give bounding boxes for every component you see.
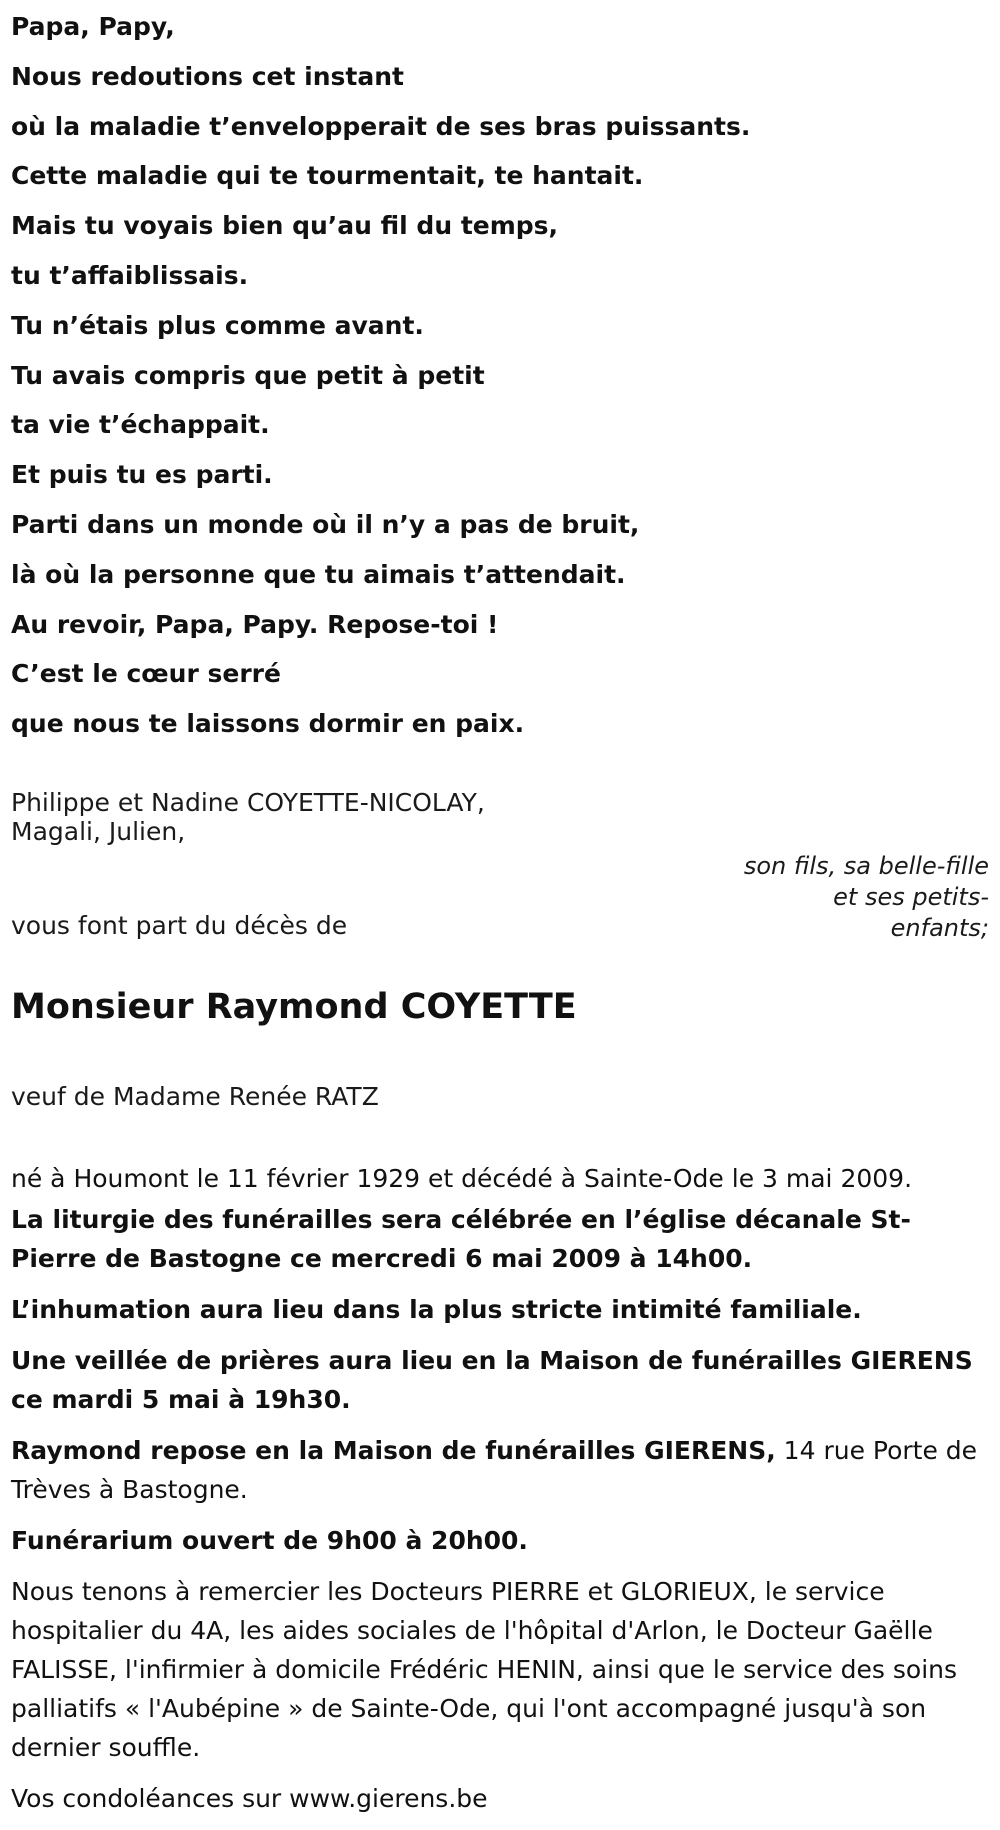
poem-line: Et puis tu es parti. — [11, 460, 273, 490]
poem-line: tu t’affaiblissais. — [11, 260, 249, 290]
deceased-name: Monsieur Raymond COYETTE — [11, 987, 577, 1027]
poem-line: Cette maladie qui te tourmentait, te hantait. — [11, 161, 644, 191]
rests-notice — [11, 1431, 986, 1509]
poem-line: que nous te laissons dormir en paix. — [11, 709, 525, 739]
funerarium-hours: Funérarium ouvert de 9h00 à 20h00. — [11, 1526, 528, 1555]
poem — [11, 2, 971, 749]
poem-line: ta vie t’échappait. — [11, 410, 270, 440]
birth-death: né à Houmont le 11 février 1929 et décédé à Sainte-Ode le 3 mai 2009. — [11, 1164, 913, 1193]
notice-details — [11, 1159, 986, 1830]
funeral-liturgy: La liturgie des funérailles sera célébrée en l’église décanale St-Pierre de Bastogne ce mercredi 6 mai 2009 à 14h00. — [11, 1205, 911, 1273]
family-names — [11, 788, 485, 846]
family-relation — [729, 851, 989, 944]
poem-line: Au revoir, Papa, Papy. Repose-toi ! — [11, 609, 499, 639]
rests-location: Raymond repose en la Maison de funérailles GIERENS, — [11, 1436, 776, 1465]
rests-address: 14 rue Porte de Trèves à Bastogne. — [11, 1436, 978, 1504]
announcement: vous font part du décès de — [11, 911, 348, 940]
thanks-paragraph: Nous tenons à remercier les Docteurs PIERRE et GLORIEUX, le service hospitalier du 4A, les aides sociales de l'hôpital d'Arlon, le Docteur Gaëlle FALISSE, l'infirmier à domicile Frédéric HENIN, ainsi que le service des soins palliatifs « l'Aubépine » de Sainte-Ode, qui l'ont accompagné jusqu'à son dernier souffle. — [11, 1577, 958, 1762]
relation-line: enfants; — [890, 914, 989, 942]
family-line-grandchildren: Magali, Julien, — [11, 817, 186, 846]
poem-line: Nous redoutions cet instant — [11, 61, 404, 91]
condolences-line: Vos condoléances sur www.gierens.be — [11, 1784, 488, 1813]
poem-line: Tu avais compris que petit à petit — [11, 360, 485, 390]
poem-line: là où la personne que tu aimais t’attendait. — [11, 559, 626, 589]
relation-line: et ses petits- — [833, 883, 989, 911]
vigil-notice: Une veillée de prières aura lieu en la Maison de funérailles GIERENS ce mardi 5 mai à 19h30. — [11, 1346, 973, 1414]
family-line-parents: Philippe et Nadine COYETTE-NICOLAY, — [11, 788, 485, 817]
poem-line: où la maladie t’envelopperait de ses bras puissants. — [11, 111, 751, 141]
poem-line: Tu n’étais plus comme avant. — [11, 310, 424, 340]
poem-line: Papa, Papy, — [11, 12, 175, 41]
poem-line: C’est le cœur serré — [11, 659, 281, 689]
poem-line: Mais tu voyais bien qu’au fil du temps, — [11, 211, 559, 241]
poem-line: Parti dans un monde où il n’y a pas de bruit, — [11, 509, 640, 539]
burial-notice: L’inhumation aura lieu dans la plus stricte intimité familiale. — [11, 1295, 862, 1324]
widow-of: veuf de Madame Renée RATZ — [11, 1082, 379, 1111]
relation-line: son fils, sa belle-fille — [743, 852, 989, 880]
